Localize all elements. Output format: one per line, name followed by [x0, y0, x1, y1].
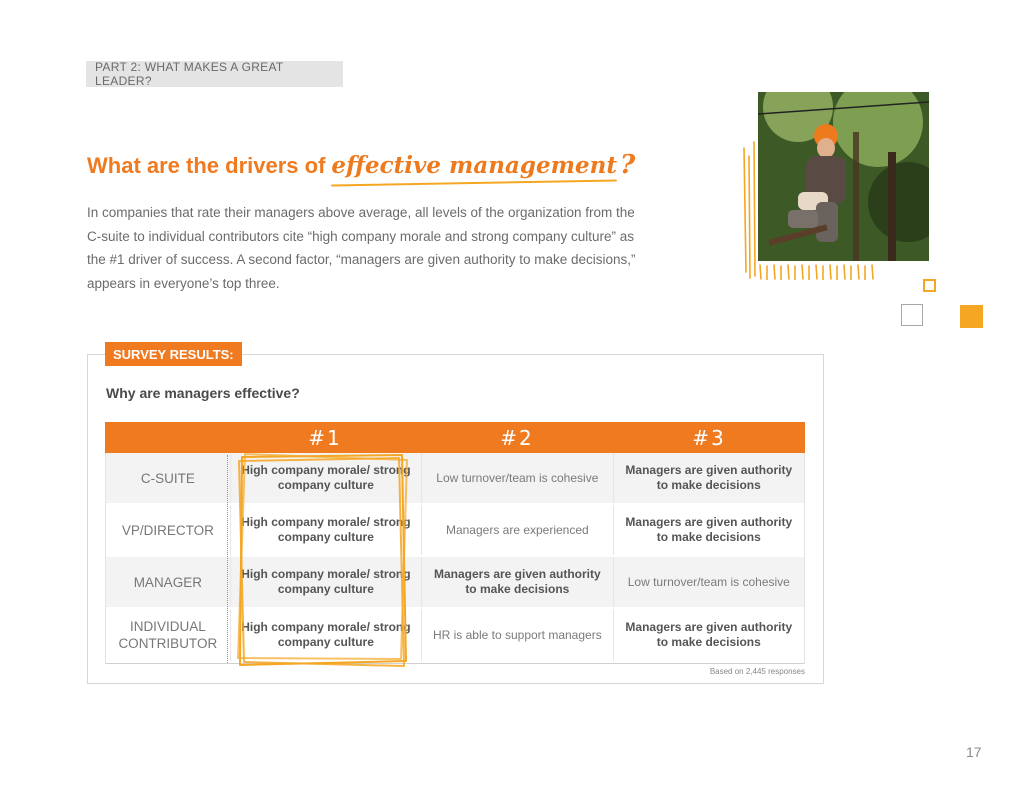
- row-role: VP/DIRECTOR: [106, 505, 230, 555]
- rank-1-cell: High company morale/ strong company culture: [230, 505, 421, 555]
- header-rank-1: #1: [308, 425, 342, 450]
- page-headline: [87, 150, 635, 190]
- header-rank-3: #3: [692, 425, 726, 450]
- row-role: MANAGER: [106, 557, 230, 607]
- headline-end: ?: [619, 150, 636, 180]
- table-row: [106, 557, 804, 609]
- survey-results-label: SURVEY RESULTS:: [105, 342, 242, 366]
- hand-drawn-highlight-box: [236, 451, 412, 671]
- page-number: 17: [966, 744, 982, 760]
- rank-2-cell: HR is able to support managers: [421, 609, 612, 661]
- table-row: [106, 453, 804, 505]
- survey-results-table: [105, 422, 805, 664]
- headline-emphasis: effective management: [331, 152, 617, 179]
- zipline-photo: [758, 92, 929, 261]
- rank-3-cell: Low turnover/team is cohesive: [613, 557, 804, 607]
- decor-square-filled-orange: [960, 305, 983, 328]
- decor-square-outline-gray: [901, 304, 923, 326]
- rank-1-cell: High company morale/ strong company culture: [230, 557, 421, 607]
- rank-3-cell: Managers are given authority to make decisions: [613, 453, 804, 503]
- rank-3-cell: Managers are given authority to make decisions: [613, 609, 804, 661]
- rank-2-cell: Low turnover/team is cohesive: [421, 453, 612, 503]
- rank-3-cell: Managers are given authority to make decisions: [613, 505, 804, 555]
- rank-2-cell: Managers are given authority to make decisions: [421, 557, 612, 607]
- header-rank-2: #2: [500, 425, 534, 450]
- table-header-row: [105, 422, 805, 453]
- rank-1-cell: High company morale/ strong company culture: [230, 609, 421, 661]
- section-tag: PART 2: WHAT MAKES A GREAT LEADER?: [86, 61, 343, 87]
- survey-footnote: Based on 2,445 responses: [709, 667, 805, 676]
- dotted-column-separator: [227, 455, 228, 663]
- rank-2-cell: Managers are experienced: [421, 505, 612, 555]
- rank-1-cell: High company morale/ strong company culture: [230, 453, 421, 503]
- survey-question: Why are managers effective?: [106, 385, 300, 401]
- header-role-cell: [105, 422, 229, 453]
- headline-lead: What are the drivers of: [87, 153, 326, 178]
- table-row: [106, 609, 804, 663]
- table-row: [106, 505, 804, 557]
- intro-paragraph: In companies that rate their managers above average, all levels of the organization from the C-suite to individual contributors cite “high company morale and strong company culture” as the #1 driver of success. A second factor, “managers are given authority to make decisions,” appears in everyone’s top three.: [87, 205, 636, 291]
- table-body: [105, 453, 805, 664]
- photo-group: [740, 90, 930, 280]
- row-role: C-SUITE: [106, 453, 230, 503]
- decor-square-outline-orange: [923, 279, 936, 292]
- row-role: INDIVIDUAL CONTRIBUTOR: [106, 609, 230, 661]
